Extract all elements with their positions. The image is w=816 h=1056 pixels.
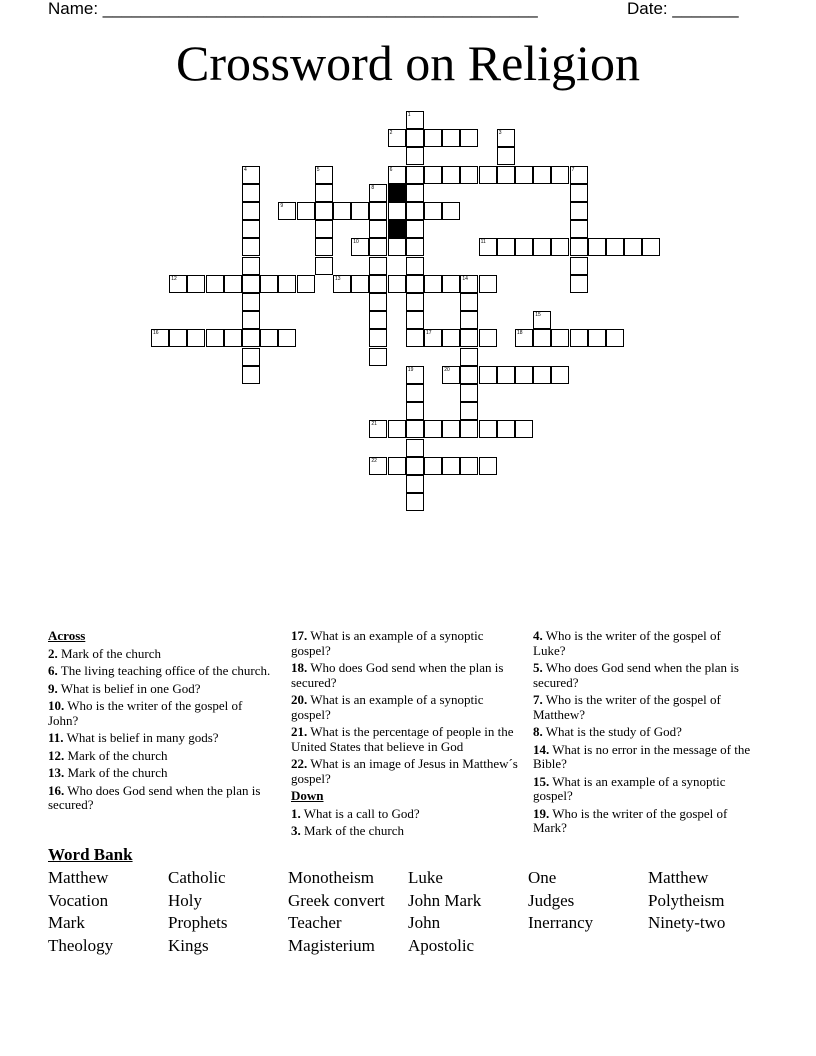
grid-cell[interactable] — [242, 166, 260, 184]
clue-num: 19. — [533, 805, 550, 821]
grid-cell[interactable] — [369, 238, 387, 256]
grid-cell[interactable] — [460, 348, 478, 366]
grid-cell[interactable] — [297, 275, 315, 293]
grid-cell[interactable] — [551, 166, 569, 184]
grid-cell[interactable] — [479, 275, 497, 293]
clue-number: 15 — [535, 312, 541, 319]
clue-num: 3. — [291, 823, 301, 838]
word-bank-word: Matthew — [48, 868, 109, 887]
grid-cell[interactable] — [242, 366, 260, 384]
grid-cell[interactable] — [642, 238, 660, 256]
clue-num: 16. — [48, 782, 65, 798]
clue-num: 22. — [291, 756, 308, 771]
clue — [48, 699, 274, 728]
word-bank-word: Teacher — [288, 913, 342, 933]
grid-cell[interactable] — [460, 329, 478, 347]
grid-cell[interactable] — [297, 202, 315, 220]
grid-cell[interactable] — [369, 293, 387, 311]
grid-cell[interactable] — [533, 329, 551, 347]
clue-text: What is belief in many gods? — [66, 730, 219, 745]
clue-num: 17. — [291, 628, 308, 643]
clue-number: 22 — [371, 457, 377, 464]
grid-cell[interactable] — [242, 238, 260, 256]
word-bank-word: Monotheism — [288, 868, 374, 887]
grid-cell[interactable] — [406, 402, 424, 420]
grid-cell[interactable] — [442, 457, 460, 475]
grid-cell[interactable] — [151, 329, 169, 347]
grid-cell[interactable] — [570, 238, 588, 256]
clue-num: 12. — [48, 747, 65, 763]
word-bank-word: Theology — [48, 936, 114, 956]
grid-cell[interactable] — [388, 420, 406, 438]
clue-num: 20. — [291, 692, 308, 707]
clue-text: What is the percentage of people in the United States that believe in God — [291, 724, 514, 754]
grid-cell[interactable] — [369, 311, 387, 329]
clue-num: 4. — [533, 628, 543, 643]
clue-column-2 — [291, 629, 525, 842]
grid-block — [388, 184, 406, 202]
grid-cell[interactable] — [497, 147, 515, 165]
grid-cell[interactable] — [351, 202, 369, 220]
clue-number: 11 — [480, 239, 486, 246]
clue-number: 20 — [444, 366, 450, 373]
grid-cell[interactable] — [606, 238, 624, 256]
word-bank-word: John — [408, 913, 441, 933]
grid-cell[interactable] — [315, 220, 333, 238]
clue — [48, 731, 274, 746]
grid-cell[interactable] — [278, 202, 296, 220]
grid-cell[interactable] — [406, 202, 424, 220]
clue-number: 5 — [316, 166, 320, 173]
grid-cell[interactable] — [479, 420, 497, 438]
grid-cell[interactable] — [442, 275, 460, 293]
clue-number: 19 — [407, 366, 414, 373]
grid-cell[interactable] — [570, 220, 588, 238]
grid-cell[interactable] — [406, 439, 424, 457]
grid-cell[interactable] — [460, 311, 478, 329]
grid-cell[interactable] — [442, 202, 460, 220]
grid-cell[interactable] — [333, 275, 351, 293]
clue — [533, 693, 755, 722]
grid-cell[interactable] — [460, 293, 478, 311]
clue — [533, 661, 755, 690]
word-bank-word: Magisterium — [288, 936, 375, 956]
clue-num: 18. — [291, 660, 308, 675]
clue — [291, 725, 525, 754]
grid-cell[interactable] — [497, 420, 515, 438]
grid-cell[interactable] — [424, 329, 442, 347]
grid-cell[interactable] — [442, 366, 460, 384]
clue-num: 8. — [533, 724, 543, 739]
grid-cell[interactable] — [479, 238, 497, 256]
grid-cell[interactable] — [315, 238, 333, 256]
grid-cell[interactable] — [479, 366, 497, 384]
clue-text: The living teaching office of the church. — [60, 663, 271, 678]
grid-cell[interactable] — [424, 275, 442, 293]
grid-cell[interactable] — [406, 457, 424, 475]
grid-cell[interactable] — [187, 329, 205, 347]
grid-cell[interactable] — [224, 329, 242, 347]
grid-cell[interactable] — [351, 238, 369, 256]
clue-text: Mark of the church — [67, 747, 168, 763]
clue-text: What is a call to God? — [303, 805, 420, 821]
grid-cell[interactable] — [406, 293, 424, 311]
clue-number: 6 — [389, 166, 393, 173]
across-heading: Across — [48, 628, 86, 643]
grid-cell[interactable] — [242, 293, 260, 311]
word-bank-word: Polytheism — [648, 890, 725, 910]
grid-cell[interactable] — [242, 202, 260, 220]
grid-cell[interactable] — [369, 457, 387, 475]
grid-cell[interactable] — [369, 184, 387, 202]
clue-num: 13. — [48, 765, 65, 780]
grid-cell[interactable] — [242, 275, 260, 293]
word-bank-word: Holy — [168, 890, 202, 910]
grid-cell[interactable] — [460, 420, 478, 438]
clue-number: 2 — [389, 130, 393, 137]
grid-cell[interactable] — [460, 129, 478, 147]
grid-cell[interactable] — [515, 420, 533, 438]
clue-number: 9 — [280, 203, 284, 209]
word-bank-word: Apostolic — [408, 936, 475, 956]
clue — [291, 693, 525, 722]
clue-number: 16 — [153, 330, 159, 337]
clue — [533, 743, 755, 772]
grid-cell[interactable] — [570, 184, 588, 202]
clue-text: Who is the writer of the gospel of Mark? — [533, 805, 728, 835]
date-blank[interactable]: _______ — [672, 0, 739, 18]
clue-text: Who is the writer of the gospel of John? — [48, 698, 243, 728]
word-bank-word: One — [528, 868, 557, 887]
grid-cell[interactable] — [406, 475, 424, 493]
clue — [48, 682, 274, 697]
clue — [533, 807, 755, 836]
grid-cell[interactable] — [388, 275, 406, 293]
grid-cell[interactable] — [479, 166, 497, 184]
clue-text: Who is the writer of the gospel of Matthew? — [533, 692, 721, 722]
grid-cell[interactable] — [424, 202, 442, 220]
grid-cell[interactable] — [588, 238, 606, 256]
clue-num: 2. — [48, 645, 58, 661]
clue-number: 21 — [371, 421, 377, 428]
grid-cell[interactable] — [242, 311, 260, 329]
clue-text: What is an example of a synoptic gospel? — [533, 773, 726, 803]
clue-num: 11. — [48, 730, 64, 745]
down-heading: Down — [291, 788, 324, 803]
clue-text: Mark of the church — [61, 645, 161, 661]
grid-cell[interactable] — [369, 220, 387, 238]
grid-cell[interactable] — [315, 166, 333, 184]
grid-cell[interactable] — [388, 457, 406, 475]
grid-cell[interactable] — [497, 238, 515, 256]
clue-num: 9. — [48, 680, 58, 696]
grid-cell[interactable] — [515, 366, 533, 384]
grid-cell[interactable] — [570, 257, 588, 275]
grid-cell[interactable] — [260, 275, 278, 293]
grid-cell[interactable] — [388, 238, 406, 256]
clue-text: Mark of the church — [67, 765, 168, 780]
clue-text: What is an example of a synoptic gospel? — [291, 628, 484, 658]
grid-cell[interactable] — [424, 129, 442, 147]
clue-text: What is an example of a synoptic gospel? — [291, 692, 484, 722]
word-bank-word: Greek convert — [288, 890, 385, 910]
clue-column-3 — [533, 629, 755, 839]
grid-cell[interactable] — [570, 166, 588, 184]
grid-cell[interactable] — [224, 275, 242, 293]
clue-text: Mark of the church — [304, 823, 404, 838]
clue — [48, 766, 274, 781]
clue — [291, 661, 525, 690]
clue-text: What is belief in one God? — [60, 680, 201, 696]
grid-cell[interactable] — [424, 166, 442, 184]
grid-cell[interactable] — [460, 457, 478, 475]
grid-cell[interactable] — [406, 184, 424, 202]
grid-cell[interactable] — [406, 384, 424, 402]
grid-cell[interactable] — [242, 220, 260, 238]
grid-cell[interactable] — [315, 257, 333, 275]
grid-cell[interactable] — [406, 311, 424, 329]
grid-cell[interactable] — [406, 329, 424, 347]
word-bank-word: Ninety-two — [648, 913, 726, 933]
grid-cell[interactable] — [624, 238, 642, 256]
clue-num: 5. — [533, 660, 543, 675]
grid-cell[interactable] — [369, 348, 387, 366]
grid-cell[interactable] — [278, 275, 296, 293]
grid-cell[interactable] — [497, 129, 515, 147]
grid-cell[interactable] — [369, 329, 387, 347]
clue-text: What is no error in the message of the Bible? — [533, 741, 751, 771]
clue — [533, 775, 755, 804]
grid-cell[interactable] — [424, 420, 442, 438]
grid-cell[interactable] — [406, 275, 424, 293]
clue-text: Who does God send when the plan is secured? — [291, 660, 504, 690]
grid-cell[interactable] — [406, 147, 424, 165]
grid-cell[interactable] — [442, 129, 460, 147]
grid-cell[interactable] — [442, 166, 460, 184]
clue-num: 21. — [291, 724, 308, 739]
grid-cell[interactable] — [406, 129, 424, 147]
grid-cell[interactable] — [497, 366, 515, 384]
clue-num: 6. — [48, 663, 58, 678]
clue — [48, 749, 274, 764]
grid-cell[interactable] — [551, 366, 569, 384]
clue — [48, 647, 274, 662]
grid-cell[interactable] — [351, 275, 369, 293]
clue-num: 15. — [533, 773, 550, 789]
grid-cell[interactable] — [242, 257, 260, 275]
grid-cell[interactable] — [315, 202, 333, 220]
name-blank[interactable]: ______________________________________________ — [102, 0, 538, 18]
grid-cell[interactable] — [606, 329, 624, 347]
grid-cell[interactable] — [169, 275, 187, 293]
clue — [48, 664, 274, 679]
grid-cell[interactable] — [533, 311, 551, 329]
grid-cell[interactable] — [406, 111, 424, 129]
grid-cell[interactable] — [460, 275, 478, 293]
clue-number: 7 — [571, 166, 575, 173]
grid-cell[interactable] — [260, 329, 278, 347]
clue-number: 14 — [462, 275, 468, 282]
grid-cell[interactable] — [406, 420, 424, 438]
clue-text: Who does God send when the plan is secured? — [533, 660, 739, 690]
word-bank-word: John Mark — [408, 890, 482, 910]
clue — [533, 629, 755, 658]
word-bank-word: Judges — [528, 890, 575, 910]
grid-cell[interactable] — [479, 329, 497, 347]
grid-cell[interactable] — [242, 348, 260, 366]
clue — [533, 725, 755, 740]
page-title: Crossword on Religion — [176, 35, 640, 91]
grid-cell[interactable] — [570, 329, 588, 347]
date-label: Date: — [627, 0, 673, 18]
clue-num: 14. — [533, 741, 550, 757]
clue-number: 8 — [371, 184, 375, 191]
grid-cell[interactable] — [242, 184, 260, 202]
grid-cell[interactable] — [551, 329, 569, 347]
word-bank-word: Inerrancy — [528, 913, 594, 933]
grid-cell[interactable] — [388, 129, 406, 147]
word-bank-title: Word Bank — [48, 845, 133, 864]
clue-number: 4 — [244, 166, 247, 173]
clue-text: Who does God send when the plan is secured? — [48, 782, 261, 812]
grid-cell[interactable] — [551, 238, 569, 256]
grid-cell[interactable] — [388, 166, 406, 184]
grid-cell[interactable] — [169, 329, 187, 347]
grid-cell[interactable] — [406, 366, 424, 384]
word-bank-word: Mark — [48, 913, 85, 933]
name-label: Name: — [48, 0, 103, 18]
grid-cell[interactable] — [588, 329, 606, 347]
grid-cell[interactable] — [570, 202, 588, 220]
grid-cell[interactable] — [406, 238, 424, 256]
grid-cell[interactable] — [515, 329, 533, 347]
word-bank-word: Vocation — [48, 890, 109, 910]
grid-cell[interactable] — [479, 457, 497, 475]
grid-cell[interactable] — [460, 366, 478, 384]
clue — [291, 629, 525, 658]
grid-cell[interactable] — [515, 238, 533, 256]
clue-number: 17 — [426, 330, 432, 337]
grid-cell[interactable] — [442, 420, 460, 438]
grid-cell[interactable] — [388, 202, 406, 220]
clue — [291, 807, 525, 822]
clue-number: 13 — [335, 275, 341, 282]
grid-cell[interactable] — [369, 275, 387, 293]
grid-cell[interactable] — [333, 202, 351, 220]
grid-cell[interactable] — [533, 238, 551, 256]
word-bank-word: Catholic — [168, 868, 226, 887]
grid-cell[interactable] — [406, 220, 424, 238]
clue-number: 12 — [171, 275, 177, 282]
clue-text: What is the study of God? — [545, 724, 682, 739]
grid-cell[interactable] — [242, 329, 260, 347]
clue — [48, 784, 274, 813]
grid-cell[interactable] — [369, 202, 387, 220]
word-bank — [48, 867, 768, 958]
grid-cell[interactable] — [278, 329, 296, 347]
word-bank-word: Luke — [408, 868, 443, 887]
clue-number: 1 — [407, 112, 411, 118]
grid-cell[interactable] — [369, 420, 387, 438]
grid-cell[interactable] — [206, 275, 224, 293]
grid-cell[interactable] — [406, 166, 424, 184]
grid-cell[interactable] — [187, 275, 205, 293]
grid-cell[interactable] — [533, 166, 551, 184]
clue-number: 18 — [517, 330, 523, 337]
grid-cell[interactable] — [460, 402, 478, 420]
grid-cell[interactable] — [442, 329, 460, 347]
clue-number: 3 — [498, 130, 502, 137]
clue — [291, 757, 525, 786]
clue-column-1 — [48, 629, 274, 816]
grid-cell[interactable] — [369, 257, 387, 275]
grid-cell[interactable] — [460, 166, 478, 184]
clue-text: What is an image of Jesus in Matthew´s gospel? — [291, 756, 518, 786]
grid-cell[interactable] — [406, 493, 424, 511]
word-bank-word: Kings — [168, 936, 209, 956]
clue-num: 10. — [48, 698, 65, 713]
word-bank-word: Prophets — [168, 913, 228, 933]
clue-number: 10 — [353, 239, 359, 246]
grid-cell[interactable] — [570, 275, 588, 293]
grid-cell[interactable] — [515, 166, 533, 184]
clue-num: 7. — [533, 692, 543, 707]
grid-block — [388, 220, 406, 238]
grid-cell[interactable] — [460, 384, 478, 402]
clue-num: 1. — [291, 805, 301, 821]
word-bank-word: Matthew — [648, 868, 709, 887]
grid-cell[interactable] — [533, 366, 551, 384]
grid-cell[interactable] — [497, 166, 515, 184]
grid-cell[interactable] — [424, 457, 442, 475]
grid-cell[interactable] — [206, 329, 224, 347]
grid-cell[interactable] — [406, 257, 424, 275]
clue-text: Who is the writer of the gospel of Luke? — [533, 628, 721, 658]
grid-cell[interactable] — [315, 184, 333, 202]
clue — [291, 824, 525, 839]
